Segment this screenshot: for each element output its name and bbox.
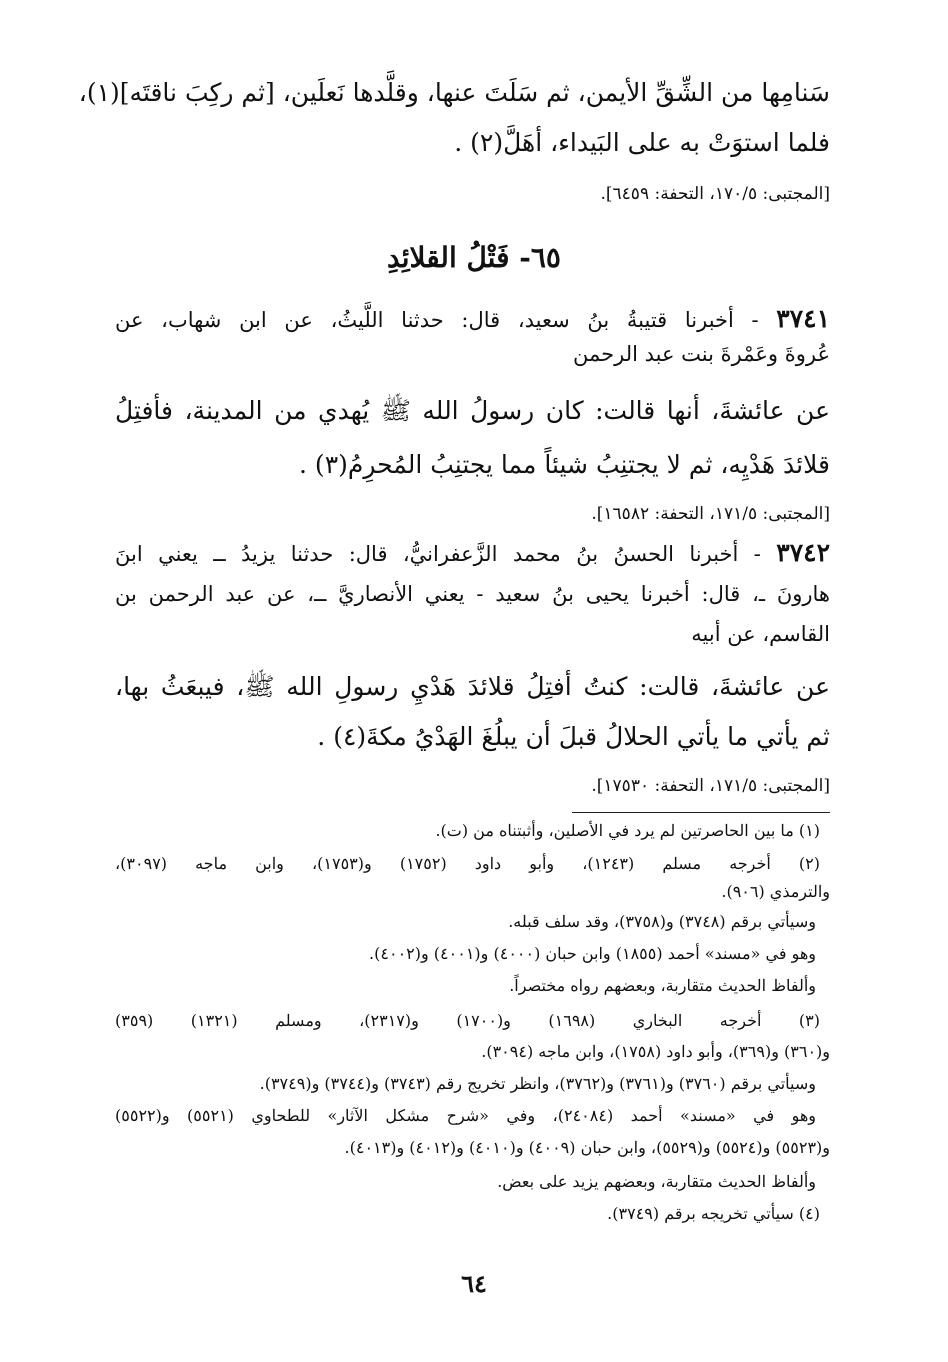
hadith-matn-line: عن عائشةَ، أنها قالت: كان رسولُ الله ﷺ يُهدي من المدينة، فأفتِلُ: [115, 396, 830, 425]
page-number: ٦٤: [461, 1269, 487, 1298]
hadith-isnad-line: القاسم، عن أبيه: [691, 622, 830, 646]
hadith-isnad-line: عُروةَ وعَمْرةَ بنت عبد الرحمن: [573, 342, 830, 366]
footnote-line: و(٥٥٢٣) و(٥٥٢٤) و(٥٥٢٩)، وابن حبان (٤٠٠٩) و(٤٠١٠) و(٤٠١٢) و(٤٠١٣).: [344, 1138, 830, 1157]
footnote-line: وسيأتي برقم (٣٧٤٨) و(٣٧٥٨)، وقد سلف قبله.: [508, 912, 816, 931]
hadith-isnad-text: - أخبرنا قتيبةُ بنُ سعيد، قال: حدثنا اللَّيثُ، عن ابن شهاب، عن: [115, 308, 759, 332]
footnote-separator: [572, 812, 830, 813]
source-reference: [المجتبى: ١٧١/٥، التحفة: ١٦٥٨٢].: [591, 504, 830, 524]
hadith-isnad-line: [115, 540, 830, 565]
footnote-line: وسيأتي برقم (٣٧٦٠) و(٣٧٦١) و(٣٧٦٢)، وانظر تخريج رقم (٣٧٤٣) و(٣٧٤٤) و(٣٧٤٩).: [259, 1074, 816, 1093]
hadith-isnad-line: هارونَ ـ، قال: أخبرنا يحيى بنُ سعيد - يعني الأنصاريَّ ــ، عن عبد الرحمن بن: [115, 582, 830, 606]
hadith-matn-line: ثم يأتي ما يأتي الحلالُ قبلَ أن يبلُغَ الهَدْيُ مكةَ(٤) .: [317, 722, 830, 751]
hadith-matn-line: قلائدَ هَدْيِه، ثم لا يجتنِبُ شيئاً مما يجتنِبُ المُحرِمُ(٣) .: [299, 450, 830, 479]
hadith-matn-line: عن عائشةَ، قالت: كنتُ أفتِلُ قلائدَ هَدْيِ رسولِ الله ﷺ، فيبعَثُ بها،: [115, 672, 830, 701]
footnote-line: (١) ما بين الحاصرتين لم يرد في الأصلين، وأثبتناه من (ت).: [435, 821, 820, 840]
hadith-number: ٣٧٤١: [776, 304, 830, 333]
continued-text-line-2: فلما استوَتْ به على البَيداء، أهَلَّ(٢) .: [454, 128, 830, 157]
footnote-line: (٣) أخرجه البخاري (١٦٩٨) و(١٧٠٠) و(٢٣١٧)، ومسلم (١٣٢١) (٣٥٩): [115, 1011, 820, 1030]
source-reference: [المجتبى: ١٧٠/٥، التحفة: ٦٤٥٩].: [600, 184, 830, 204]
chapter-heading: ٦٥- فَتْلُ القلائِدِ: [387, 241, 561, 274]
footnote-line: و(٣٦٠) و(٣٦٩)، وأبو داود (١٧٥٨)، وابن ماجه (٣٠٩٤).: [481, 1042, 830, 1061]
continued-text-line-1: سَنامِها من الشِّقِّ الأيمن، ثم سَلَتَ عنها، وقلَّدها نَعلَين، [ثم ركِبَ ناقتَه](١)،: [78, 78, 830, 107]
hadith-isnad-line: [115, 306, 830, 331]
footnote-line: وهو في «مسند» أحمد (٢٤٠٨٤)، وفي «شرح مشكل الآثار» للطحاوي (٥٥٢١) و(٥٥٢٢): [115, 1106, 817, 1125]
footnote-line: وألفاظ الحديث متقاربة، وبعضهم رواه مختصراً.: [509, 976, 816, 995]
footnote-line: (٤) سيأتي تخريجه برقم (٣٧٤٩).: [607, 1204, 820, 1223]
footnote-line: وألفاظ الحديث متقاربة، وبعضهم يزيد على بعض.: [497, 1172, 816, 1191]
footnote-line: والترمذي (٩٠٦).: [721, 882, 830, 901]
footnote-line: وهو في «مسند» أحمد (١٨٥٥) وابن حبان (٤٠٠٠) و(٤٠٠١) و(٤٠٠٢).: [369, 944, 816, 963]
hadith-isnad-text: - أخبرنا الحسنُ بنُ محمد الزَّعفرانيُّ، قال: حدثنا يزيدُ ــ يعني ابنَ: [115, 542, 761, 566]
hadith-number: ٣٧٤٢: [776, 538, 830, 567]
source-reference: [المجتبى: ١٧١/٥، التحفة: ١٧٥٣٠].: [591, 776, 830, 796]
footnote-line: (٢) أخرجه مسلم (١٢٤٣)، وأبو داود (١٧٥٢) و(١٧٥٣)، وابن ماجه (٣٠٩٧)،: [115, 854, 821, 873]
